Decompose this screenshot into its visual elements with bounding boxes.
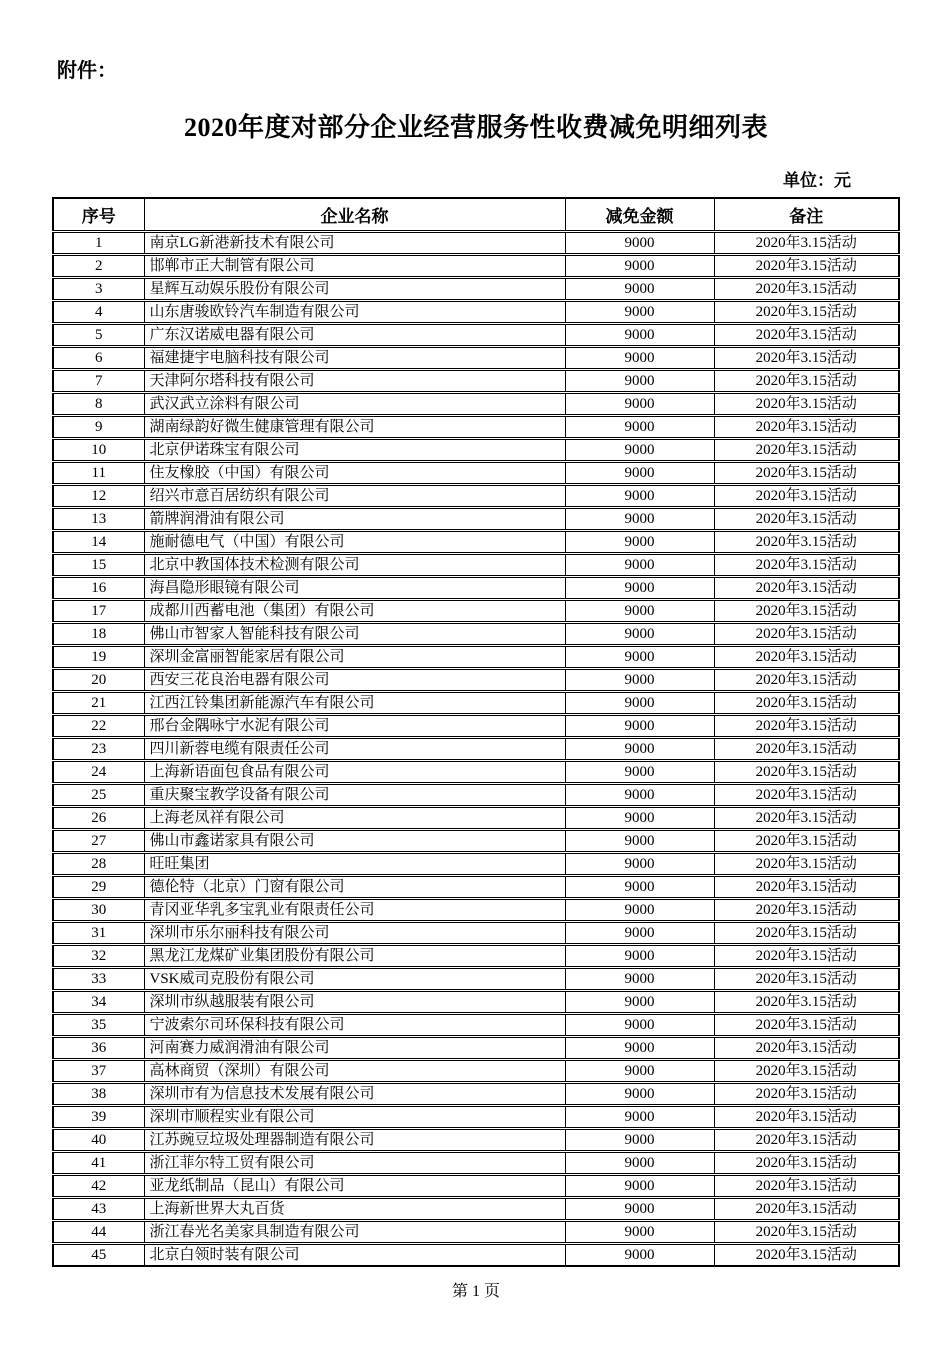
amount-cell: 9000 bbox=[565, 876, 714, 899]
company-name-cell: 山东唐骏欧铃汽车制造有限公司 bbox=[144, 301, 565, 324]
table-row bbox=[53, 439, 899, 462]
remark-cell: 2020年3.15活动 bbox=[714, 692, 899, 715]
remark-cell: 2020年3.15活动 bbox=[714, 485, 899, 508]
company-name-cell: 青冈亚华乳多宝乳业有限责任公司 bbox=[144, 899, 565, 922]
column-header-company-name: 企业名称 bbox=[144, 198, 565, 232]
remark-cell: 2020年3.15活动 bbox=[714, 531, 899, 554]
table-row bbox=[53, 876, 899, 899]
company-name-cell: 德伦特（北京）门窗有限公司 bbox=[144, 876, 565, 899]
amount-cell: 9000 bbox=[565, 692, 714, 715]
serial-cell: 10 bbox=[53, 439, 144, 462]
amount-cell: 9000 bbox=[565, 232, 714, 255]
table-row bbox=[53, 370, 899, 393]
amount-cell: 9000 bbox=[565, 324, 714, 347]
amount-cell: 9000 bbox=[565, 600, 714, 623]
amount-cell: 9000 bbox=[565, 623, 714, 646]
remark-cell: 2020年3.15活动 bbox=[714, 370, 899, 393]
remark-cell: 2020年3.15活动 bbox=[714, 646, 899, 669]
serial-cell: 44 bbox=[53, 1221, 144, 1244]
remark-cell: 2020年3.15活动 bbox=[714, 278, 899, 301]
table-row bbox=[53, 278, 899, 301]
serial-cell: 33 bbox=[53, 968, 144, 991]
column-header-amount: 减免金额 bbox=[565, 198, 714, 232]
table-row bbox=[53, 945, 899, 968]
amount-cell: 9000 bbox=[565, 1244, 714, 1267]
table-row bbox=[53, 255, 899, 278]
serial-cell: 24 bbox=[53, 761, 144, 784]
company-name-cell: 住友橡胶（中国）有限公司 bbox=[144, 462, 565, 485]
remark-cell: 2020年3.15活动 bbox=[714, 324, 899, 347]
table-row bbox=[53, 646, 899, 669]
amount-cell: 9000 bbox=[565, 991, 714, 1014]
serial-cell: 40 bbox=[53, 1129, 144, 1152]
serial-cell: 41 bbox=[53, 1152, 144, 1175]
serial-cell: 45 bbox=[53, 1244, 144, 1267]
serial-cell: 12 bbox=[53, 485, 144, 508]
table-row bbox=[53, 393, 899, 416]
remark-cell: 2020年3.15活动 bbox=[714, 715, 899, 738]
remark-cell: 2020年3.15活动 bbox=[714, 1014, 899, 1037]
company-name-cell: 绍兴市意百居纺织有限公司 bbox=[144, 485, 565, 508]
table-row bbox=[53, 554, 899, 577]
serial-cell: 8 bbox=[53, 393, 144, 416]
table-row bbox=[53, 784, 899, 807]
remark-cell: 2020年3.15活动 bbox=[714, 1060, 899, 1083]
amount-cell: 9000 bbox=[565, 1060, 714, 1083]
remark-cell: 2020年3.15活动 bbox=[714, 1037, 899, 1060]
remark-cell: 2020年3.15活动 bbox=[714, 623, 899, 646]
amount-cell: 9000 bbox=[565, 853, 714, 876]
serial-cell: 21 bbox=[53, 692, 144, 715]
table-row bbox=[53, 1060, 899, 1083]
company-name-cell: 上海新语面包食品有限公司 bbox=[144, 761, 565, 784]
remark-cell: 2020年3.15活动 bbox=[714, 991, 899, 1014]
table-row bbox=[53, 830, 899, 853]
remark-cell: 2020年3.15活动 bbox=[714, 508, 899, 531]
serial-cell: 34 bbox=[53, 991, 144, 1014]
table-row bbox=[53, 853, 899, 876]
table-row bbox=[53, 692, 899, 715]
company-name-cell: 武汉武立涂料有限公司 bbox=[144, 393, 565, 416]
company-name-cell: 河南赛力威润滑油有限公司 bbox=[144, 1037, 565, 1060]
serial-cell: 9 bbox=[53, 416, 144, 439]
serial-cell: 23 bbox=[53, 738, 144, 761]
company-name-cell: 深圳市纵越服装有限公司 bbox=[144, 991, 565, 1014]
table-row bbox=[53, 1198, 899, 1221]
amount-cell: 9000 bbox=[565, 508, 714, 531]
table-row bbox=[53, 623, 899, 646]
table-row bbox=[53, 807, 899, 830]
remark-cell: 2020年3.15活动 bbox=[714, 807, 899, 830]
remark-cell: 2020年3.15活动 bbox=[714, 232, 899, 255]
serial-cell: 4 bbox=[53, 301, 144, 324]
remark-cell: 2020年3.15活动 bbox=[714, 784, 899, 807]
remark-cell: 2020年3.15活动 bbox=[714, 416, 899, 439]
remark-cell: 2020年3.15活动 bbox=[714, 876, 899, 899]
company-name-cell: 星辉互动娱乐股份有限公司 bbox=[144, 278, 565, 301]
remark-cell: 2020年3.15活动 bbox=[714, 301, 899, 324]
serial-cell: 14 bbox=[53, 531, 144, 554]
amount-cell: 9000 bbox=[565, 922, 714, 945]
company-name-cell: 高林商贸（深圳）有限公司 bbox=[144, 1060, 565, 1083]
remark-cell: 2020年3.15活动 bbox=[714, 761, 899, 784]
remark-cell: 2020年3.15活动 bbox=[714, 462, 899, 485]
remark-cell: 2020年3.15活动 bbox=[714, 669, 899, 692]
table-row bbox=[53, 1014, 899, 1037]
table-row bbox=[53, 462, 899, 485]
table-row bbox=[53, 1152, 899, 1175]
amount-cell: 9000 bbox=[565, 1175, 714, 1198]
amount-cell: 9000 bbox=[565, 577, 714, 600]
company-name-cell: 深圳金富丽智能家居有限公司 bbox=[144, 646, 565, 669]
table-row bbox=[53, 1221, 899, 1244]
remark-cell: 2020年3.15活动 bbox=[714, 1198, 899, 1221]
table-body bbox=[53, 232, 899, 1267]
amount-cell: 9000 bbox=[565, 830, 714, 853]
serial-cell: 2 bbox=[53, 255, 144, 278]
amount-cell: 9000 bbox=[565, 1198, 714, 1221]
amount-cell: 9000 bbox=[565, 968, 714, 991]
company-name-cell: 海昌隐形眼镜有限公司 bbox=[144, 577, 565, 600]
remark-cell: 2020年3.15活动 bbox=[714, 255, 899, 278]
page-title: 2020年度对部分企业经营服务性收费减免明细列表 bbox=[183, 113, 768, 142]
serial-cell: 42 bbox=[53, 1175, 144, 1198]
company-name-cell: 佛山市智家人智能科技有限公司 bbox=[144, 623, 565, 646]
remark-cell: 2020年3.15活动 bbox=[714, 600, 899, 623]
amount-cell: 9000 bbox=[565, 531, 714, 554]
company-name-cell: 邯郸市正大制管有限公司 bbox=[144, 255, 565, 278]
serial-cell: 26 bbox=[53, 807, 144, 830]
table-row bbox=[53, 968, 899, 991]
company-name-cell: 天津阿尔塔科技有限公司 bbox=[144, 370, 565, 393]
amount-cell: 9000 bbox=[565, 439, 714, 462]
column-header-serial: 序号 bbox=[53, 198, 144, 232]
amount-cell: 9000 bbox=[565, 945, 714, 968]
table-row bbox=[53, 577, 899, 600]
remark-cell: 2020年3.15活动 bbox=[714, 1175, 899, 1198]
serial-cell: 5 bbox=[53, 324, 144, 347]
amount-cell: 9000 bbox=[565, 278, 714, 301]
table-header-row bbox=[53, 198, 899, 232]
remark-cell: 2020年3.15活动 bbox=[714, 830, 899, 853]
remark-cell: 2020年3.15活动 bbox=[714, 945, 899, 968]
serial-cell: 35 bbox=[53, 1014, 144, 1037]
amount-cell: 9000 bbox=[565, 370, 714, 393]
remark-cell: 2020年3.15活动 bbox=[714, 1083, 899, 1106]
table-row bbox=[53, 347, 899, 370]
attachment-label: 附件： bbox=[57, 60, 117, 82]
table-row bbox=[53, 508, 899, 531]
table-row bbox=[53, 1129, 899, 1152]
serial-cell: 19 bbox=[53, 646, 144, 669]
amount-cell: 9000 bbox=[565, 393, 714, 416]
amount-cell: 9000 bbox=[565, 347, 714, 370]
serial-cell: 36 bbox=[53, 1037, 144, 1060]
amount-cell: 9000 bbox=[565, 738, 714, 761]
company-name-cell: 广东汉诺威电器有限公司 bbox=[144, 324, 565, 347]
company-name-cell: 湖南绿韵好微生健康管理有限公司 bbox=[144, 416, 565, 439]
serial-cell: 27 bbox=[53, 830, 144, 853]
company-name-cell: 北京白领时装有限公司 bbox=[144, 1244, 565, 1267]
company-name-cell: 江西江铃集团新能源汽车有限公司 bbox=[144, 692, 565, 715]
amount-cell: 9000 bbox=[565, 255, 714, 278]
serial-cell: 3 bbox=[53, 278, 144, 301]
company-name-cell: 北京伊诺珠宝有限公司 bbox=[144, 439, 565, 462]
company-name-cell: 成都川西蓄电池（集团）有限公司 bbox=[144, 600, 565, 623]
serial-cell: 17 bbox=[53, 600, 144, 623]
company-name-cell: 箭牌润滑油有限公司 bbox=[144, 508, 565, 531]
table-row bbox=[53, 1175, 899, 1198]
company-name-cell: 上海老凤祥有限公司 bbox=[144, 807, 565, 830]
amount-cell: 9000 bbox=[565, 1129, 714, 1152]
table-row bbox=[53, 1106, 899, 1129]
company-name-cell: 浙江春光名美家具制造有限公司 bbox=[144, 1221, 565, 1244]
serial-cell: 39 bbox=[53, 1106, 144, 1129]
remark-cell: 2020年3.15活动 bbox=[714, 968, 899, 991]
serial-cell: 22 bbox=[53, 715, 144, 738]
company-name-cell: 南京LG新港新技术有限公司 bbox=[144, 232, 565, 255]
amount-cell: 9000 bbox=[565, 646, 714, 669]
table-row bbox=[53, 232, 899, 255]
company-name-cell: VSK威司克股份有限公司 bbox=[144, 968, 565, 991]
serial-cell: 43 bbox=[53, 1198, 144, 1221]
amount-cell: 9000 bbox=[565, 1083, 714, 1106]
table-row bbox=[53, 301, 899, 324]
remark-cell: 2020年3.15活动 bbox=[714, 899, 899, 922]
table-row bbox=[53, 761, 899, 784]
serial-cell: 30 bbox=[53, 899, 144, 922]
table-row bbox=[53, 715, 899, 738]
company-name-cell: 亚龙纸制品（昆山）有限公司 bbox=[144, 1175, 565, 1198]
company-name-cell: 上海新世界大丸百货 bbox=[144, 1198, 565, 1221]
table-row bbox=[53, 1083, 899, 1106]
company-name-cell: 江苏豌豆垃圾处理器制造有限公司 bbox=[144, 1129, 565, 1152]
serial-cell: 6 bbox=[53, 347, 144, 370]
table-row bbox=[53, 485, 899, 508]
table-row bbox=[53, 922, 899, 945]
amount-cell: 9000 bbox=[565, 301, 714, 324]
amount-cell: 9000 bbox=[565, 807, 714, 830]
remark-cell: 2020年3.15活动 bbox=[714, 393, 899, 416]
company-name-cell: 重庆聚宝教学设备有限公司 bbox=[144, 784, 565, 807]
table-row bbox=[53, 1037, 899, 1060]
amount-cell: 9000 bbox=[565, 1221, 714, 1244]
amount-cell: 9000 bbox=[565, 1106, 714, 1129]
serial-cell: 7 bbox=[53, 370, 144, 393]
amount-cell: 9000 bbox=[565, 416, 714, 439]
serial-cell: 18 bbox=[53, 623, 144, 646]
company-name-cell: 邢台金隅咏宁水泥有限公司 bbox=[144, 715, 565, 738]
remark-cell: 2020年3.15活动 bbox=[714, 1129, 899, 1152]
company-name-cell: 浙江菲尔特工贸有限公司 bbox=[144, 1152, 565, 1175]
serial-cell: 16 bbox=[53, 577, 144, 600]
remark-cell: 2020年3.15活动 bbox=[714, 853, 899, 876]
amount-cell: 9000 bbox=[565, 1037, 714, 1060]
amount-cell: 9000 bbox=[565, 715, 714, 738]
amount-cell: 9000 bbox=[565, 462, 714, 485]
amount-cell: 9000 bbox=[565, 1152, 714, 1175]
serial-cell: 38 bbox=[53, 1083, 144, 1106]
company-name-cell: 深圳市有为信息技术发展有限公司 bbox=[144, 1083, 565, 1106]
amount-cell: 9000 bbox=[565, 761, 714, 784]
amount-cell: 9000 bbox=[565, 669, 714, 692]
company-name-cell: 北京中教国体技术检测有限公司 bbox=[144, 554, 565, 577]
remark-cell: 2020年3.15活动 bbox=[714, 439, 899, 462]
amount-cell: 9000 bbox=[565, 1014, 714, 1037]
serial-cell: 28 bbox=[53, 853, 144, 876]
company-name-cell: 佛山市鑫诺家具有限公司 bbox=[144, 830, 565, 853]
table-row bbox=[53, 899, 899, 922]
page-number: 第 1 页 bbox=[451, 1283, 500, 1300]
company-name-cell: 深圳市乐尔丽科技有限公司 bbox=[144, 922, 565, 945]
company-name-cell: 施耐德电气（中国）有限公司 bbox=[144, 531, 565, 554]
company-name-cell: 旺旺集团 bbox=[144, 853, 565, 876]
serial-cell: 1 bbox=[53, 232, 144, 255]
company-name-cell: 四川新蓉电缆有限责任公司 bbox=[144, 738, 565, 761]
unit-label: 单位：元 bbox=[783, 171, 851, 190]
serial-cell: 13 bbox=[53, 508, 144, 531]
remark-cell: 2020年3.15活动 bbox=[714, 1106, 899, 1129]
table-row bbox=[53, 738, 899, 761]
serial-cell: 31 bbox=[53, 922, 144, 945]
serial-cell: 20 bbox=[53, 669, 144, 692]
table-row bbox=[53, 669, 899, 692]
remark-cell: 2020年3.15活动 bbox=[714, 1244, 899, 1267]
table-row bbox=[53, 600, 899, 623]
company-name-cell: 黑龙江龙煤矿业集团股份有限公司 bbox=[144, 945, 565, 968]
serial-cell: 25 bbox=[53, 784, 144, 807]
serial-cell: 37 bbox=[53, 1060, 144, 1083]
remark-cell: 2020年3.15活动 bbox=[714, 347, 899, 370]
serial-cell: 11 bbox=[53, 462, 144, 485]
table-row bbox=[53, 1244, 899, 1267]
table-row bbox=[53, 416, 899, 439]
remark-cell: 2020年3.15活动 bbox=[714, 1152, 899, 1175]
fee-reduction-table bbox=[52, 197, 900, 1267]
table-row bbox=[53, 991, 899, 1014]
amount-cell: 9000 bbox=[565, 784, 714, 807]
remark-cell: 2020年3.15活动 bbox=[714, 554, 899, 577]
amount-cell: 9000 bbox=[565, 554, 714, 577]
remark-cell: 2020年3.15活动 bbox=[714, 1221, 899, 1244]
company-name-cell: 福建捷宇电脑科技有限公司 bbox=[144, 347, 565, 370]
table-row bbox=[53, 324, 899, 347]
company-name-cell: 西安三花良治电器有限公司 bbox=[144, 669, 565, 692]
serial-cell: 15 bbox=[53, 554, 144, 577]
amount-cell: 9000 bbox=[565, 899, 714, 922]
remark-cell: 2020年3.15活动 bbox=[714, 922, 899, 945]
column-header-remark: 备注 bbox=[714, 198, 899, 232]
table-row bbox=[53, 531, 899, 554]
remark-cell: 2020年3.15活动 bbox=[714, 577, 899, 600]
remark-cell: 2020年3.15活动 bbox=[714, 738, 899, 761]
serial-cell: 32 bbox=[53, 945, 144, 968]
company-name-cell: 深圳市顺程实业有限公司 bbox=[144, 1106, 565, 1129]
serial-cell: 29 bbox=[53, 876, 144, 899]
amount-cell: 9000 bbox=[565, 485, 714, 508]
company-name-cell: 宁波索尔司环保科技有限公司 bbox=[144, 1014, 565, 1037]
